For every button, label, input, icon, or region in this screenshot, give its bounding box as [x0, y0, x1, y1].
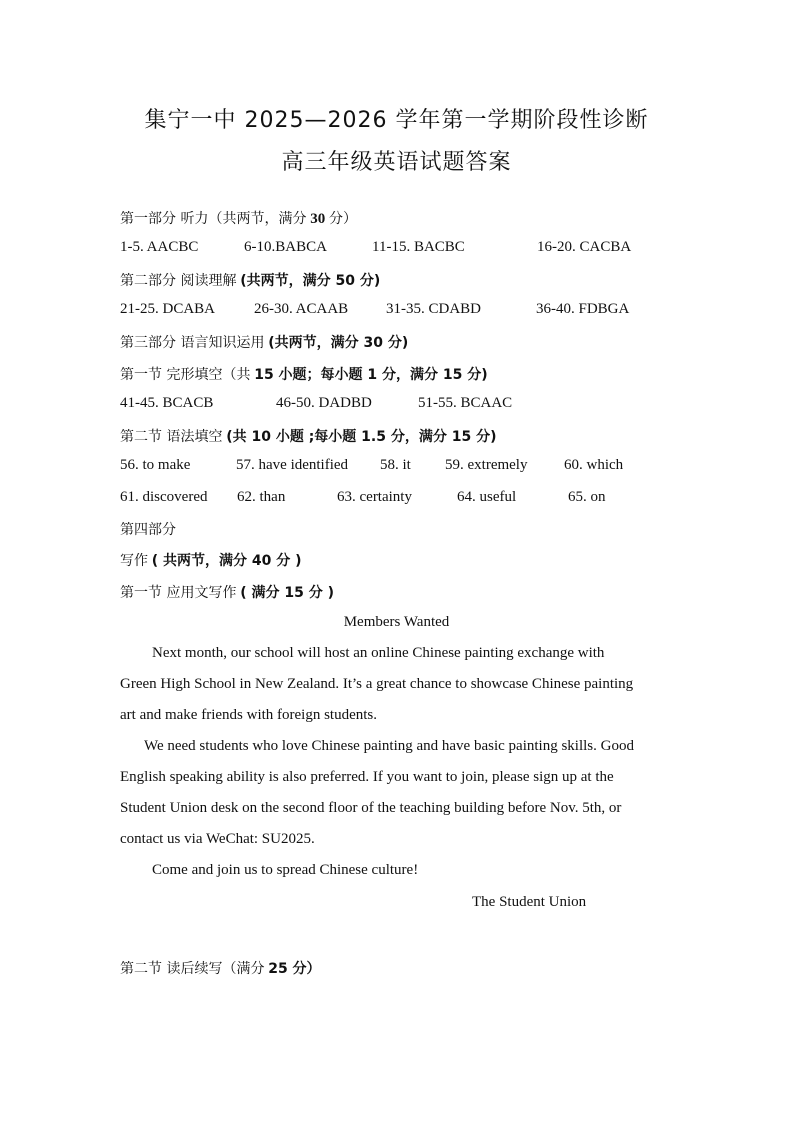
part4-section2-header [120, 958, 321, 978]
essay-signature: The Student Union [472, 894, 587, 910]
grammar-answer: 58. it [380, 457, 411, 473]
essay-line: Student Union desk on the second floor of the teaching building before Nov. 5th, or [120, 800, 622, 816]
grammar-answer: 61. discovered [120, 489, 208, 505]
part3-header [120, 332, 408, 352]
section2-writing-text: 第二节 读后续写（满分 [120, 961, 265, 977]
answer-group: 36-40. FDBGA [536, 301, 630, 317]
section1-writing-score: ( 满分 15 分 ) [240, 585, 334, 601]
writing-header-text: 写作 [120, 553, 148, 569]
answer-group: 46-50. DADBD [276, 395, 372, 411]
answer-group: 51-55. BCAAC [418, 395, 513, 411]
answer-group: 6-10.BABCA [244, 239, 327, 255]
writing-header-score: ( 共两节，满分 40 分 ) [151, 553, 302, 569]
essay-line: We need students who love Chinese painting and have basic painting skills. Good [144, 738, 634, 754]
grammar-answer: 63. certainty [337, 489, 412, 505]
essay-line: contact us via WeChat: SU2025. [120, 831, 315, 847]
part1-score: 30 [310, 211, 326, 227]
part1-header-text: 第一部分 听力（共两节，满分 [120, 211, 307, 227]
part3-section1-header [120, 364, 488, 384]
essay-line: Next month, our school will host an online Chinese painting exchange with [152, 645, 605, 661]
answer-group: 26-30. ACAAB [254, 301, 349, 317]
section2-header-score: (共 10 小题 ;每小题 1.5 分，满分 15 分) [226, 429, 497, 445]
essay-line: art and make friends with foreign students. [120, 707, 378, 723]
essay-line: English speaking ability is also preferred. If you want to join, please sign up at the [120, 769, 614, 785]
answer-group: 21-25. DCABA [120, 301, 216, 317]
section1-header-score: 15 小题；每小题 1 分，满分 15 分) [254, 367, 488, 383]
page-title-line1: 集宁一中 2025—2026 学年第一学期阶段性诊断 [144, 108, 649, 133]
section1-writing-text: 第一节 应用文写作 [120, 585, 237, 601]
answer-group: 16-20. CACBA [537, 239, 632, 255]
essay-title: Members Wanted [343, 614, 450, 630]
section2-header-text: 第二节 语法填空 [120, 429, 223, 445]
essay-line: Come and join us to spread Chinese culture! [152, 862, 419, 878]
grammar-answer: 57. have identified [236, 457, 349, 473]
answer-group: 31-35. CDABD [386, 301, 482, 317]
answer-group: 1-5. AACBC [120, 239, 199, 255]
writing-header [120, 550, 302, 570]
part2-header-score: (共两节，满分 50 分) [240, 273, 381, 289]
grammar-answer: 64. useful [457, 489, 517, 505]
grammar-answer: 59. extremely [445, 457, 528, 473]
grammar-answer: 65. on [568, 489, 606, 505]
part3-header-text: 第三部分 语言知识运用 [120, 335, 265, 351]
section1-header-text: 第一节 完形填空（共 [120, 367, 251, 383]
part3-section2-header [120, 426, 496, 446]
essay-body [120, 638, 680, 886]
grammar-answer: 56. to make [120, 457, 191, 473]
grammar-answer: 62. than [237, 489, 286, 505]
essay-line: Green High School in New Zealand. It’s a great chance to showcase Chinese painting [120, 676, 634, 692]
part3-header-score: (共两节，满分 30 分) [268, 335, 409, 351]
section2-writing-score: 25 分） [268, 961, 321, 977]
part2-header-text: 第二部分 阅读理解 [120, 273, 237, 289]
answer-group: 41-45. BCACB [120, 395, 214, 411]
part1-header [120, 208, 357, 228]
part1-header-end: 分） [328, 211, 357, 227]
answer-group: 11-15. BACBC [372, 239, 465, 255]
part4-header: 第四部分 [120, 522, 176, 538]
page-title-line2: 高三年级英语试题答案 [281, 150, 512, 175]
grammar-answer: 60. which [564, 457, 624, 473]
part2-header [120, 270, 380, 290]
part4-section1-header [120, 582, 334, 602]
